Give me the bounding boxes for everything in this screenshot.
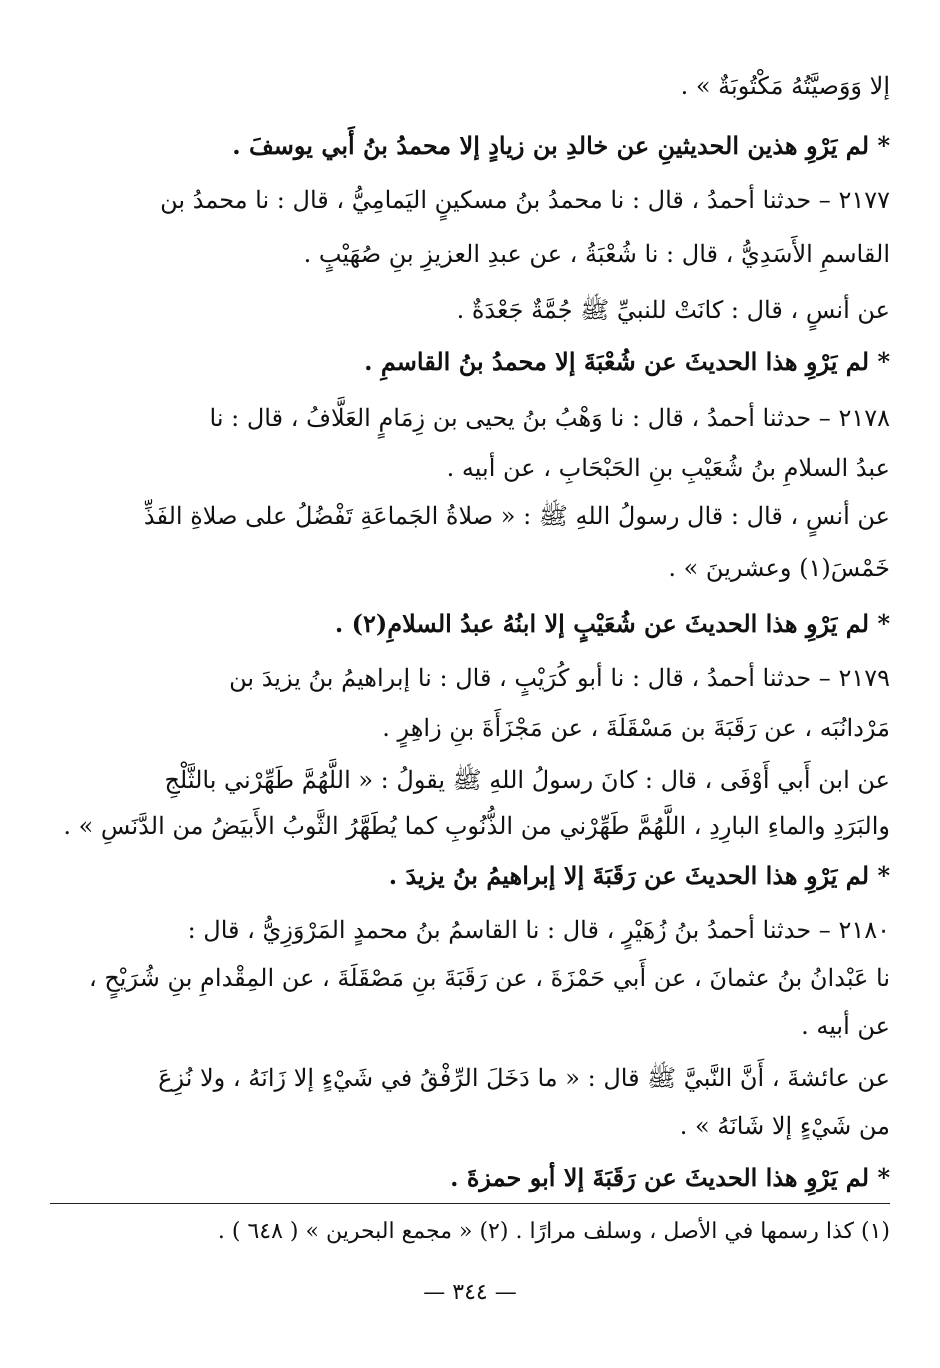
text-line: نا عَبْدانُ بنُ عثمانَ ، عن أَبي حَمْزَةَ ، عن رَقَبَةَ بنِ مَصْقَلَةَ ، عن المِقْدامِ بنِ شُرَيْحٍ ، bbox=[88, 964, 890, 992]
text-line: إلا وَوَصيَّتُهُ مَكْتُوبَةٌ » . bbox=[680, 72, 890, 100]
hadith-2180-line: ٢١٨٠ – حدثنا أحمدُ بنُ زُهَيْرٍ ، قال : نا القاسمُ بنُ محمدٍ المَرْوَزِيُّ ، قال : bbox=[187, 916, 890, 944]
footnotes: (١) كذا رسمها في الأصل ، وسلف مرارًا . (٢) « مجمع البحرين » ( ٦٤٨ ) . bbox=[217, 1219, 890, 1244]
text-line: من شَيْءٍ إلا شَانَهُ » . bbox=[679, 1112, 890, 1140]
text-line: عن أنسٍ ، قال : كانَتْ للنبيِّ ﷺ جُمَّةٌ جَعْدَةٌ . bbox=[456, 296, 890, 324]
page-number: — ٣٤٤ — bbox=[423, 1280, 517, 1305]
text-line: عن أنسٍ ، قال : قال رسولُ اللهِ ﷺ : « صلاةُ الجَماعَةِ تَفْضُلُ على صلاةِ الفَذِّ bbox=[143, 502, 890, 530]
text-line: القاسمِ الأَسَدِيُّ ، قال : نا شُعْبَةُ ، عن عبدِ العزيزِ بنِ صُهَيْبٍ . bbox=[303, 240, 890, 268]
note-heading: * لم يَرْوِ هذا الحديثَ عن شُعَيْبٍ إلا ابنُهُ عبدُ السلامِ(٢) . bbox=[334, 609, 890, 638]
hadith-2178-line: ٢١٧٨ – حدثنا أحمدُ ، قال : نا وَهْبُ بنُ يحيى بن زِمَامٍ العَلَّافُ ، قال : نا bbox=[209, 404, 890, 432]
hadith-2177-line: ٢١٧٧ – حدثنا أحمدُ ، قال : نا محمدُ بنُ مسكينٍ اليَمامِيُّ ، قال : نا محمدُ بن bbox=[160, 186, 890, 214]
text-line: عن ابن أَبي أَوْفَى ، قال : كانَ رسولُ اللهِ ﷺ يقولُ : « اللَّهُمَّ طَهِّرْني بالثَّلْجِ bbox=[164, 766, 890, 794]
text-line: عن أبيه . bbox=[801, 1012, 890, 1040]
text-line: والبَرَدِ والماءِ البارِدِ ، اللَّهُمَّ طَهِّرْني من الذُّنُوبِ كما يُطَهَّرُ الثَّوبُ الأَبيَضُ من الدَّنَسِ » . bbox=[63, 812, 890, 840]
text-line: مَرْدانُبَه ، عن رَقَبَةَ بن مَسْقَلَةَ ، عن مَجْزَأَةَ بنِ زاهِرٍ . bbox=[382, 714, 890, 742]
text-line: عبدُ السلامِ بنُ شُعَيْبِ بنِ الحَبْحَابِ ، عن أبيه . bbox=[446, 454, 890, 482]
footnote-separator bbox=[50, 1203, 890, 1204]
text-line: خَمْسَ(١) وعشرينَ » . bbox=[668, 554, 890, 582]
note-heading: * لم يَرْوِ هذين الحديثينِ عن خالدِ بن زيادٍ إلا محمدُ بنُ أَبي يوسفَ . bbox=[232, 131, 890, 160]
note-heading: * لم يَرْوِ هذا الحديثَ عن شُعْبَةَ إلا محمدُ بنُ القاسمِ . bbox=[364, 347, 890, 376]
text-line: عن عائشةَ ، أَنَّ النَّبيَّ ﷺ قال : « ما دَخَلَ الرِّفْقُ في شَيْءٍ إلا زَانَهُ ، ولا نُزِعَ bbox=[158, 1064, 890, 1092]
hadith-2179-line: ٢١٧٩ – حدثنا أحمدُ ، قال : نا أبو كُرَيْبٍ ، قال : نا إبراهيمُ بنُ يزيدَ بن bbox=[229, 664, 890, 692]
note-heading: * لم يَرْوِ هذا الحديثَ عن رَقَبَةَ إلا أبو حمزةَ . bbox=[450, 1163, 890, 1192]
note-heading: * لم يَرْوِ هذا الحديثَ عن رَقَبَةَ إلا إبراهيمُ بنُ يزيدَ . bbox=[388, 861, 890, 890]
